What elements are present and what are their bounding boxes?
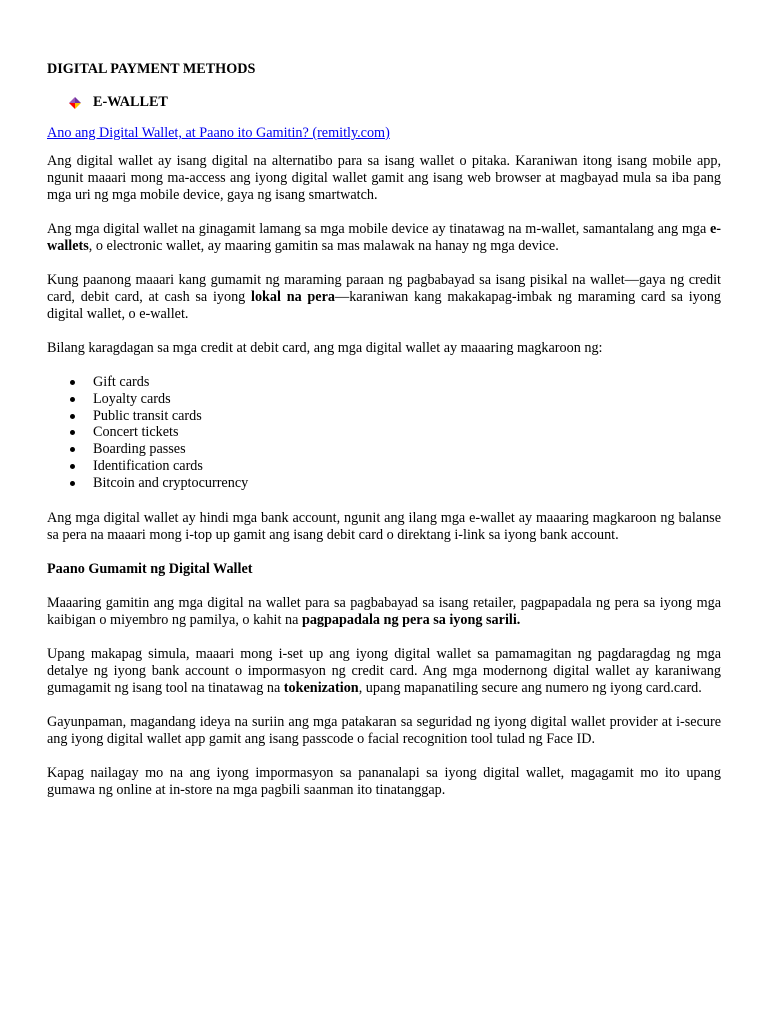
section-heading-ewallet <box>47 94 721 111</box>
dot-bullet-icon <box>70 414 75 419</box>
paragraph-3 <box>47 272 721 323</box>
paragraph-7-part-a: Upang makapag simula, maaari mong i-set up ang iyong digital wallet sa pamamagitan ng pagdaragdag ng mga detalye ng iyong bank account o impormasyon ng credit card. Ang mga modernong digital wallet ay karaniwang gumagamit ng isang tool na tinatawag na <box>47 645 721 696</box>
paragraph-3-part-a: Kung paanong maaari kang gumamit ng maraming paraan ng pagbabayad sa isang pisikal na wallet—gaya ng credit card, debit card, at cash sa iyong <box>47 272 721 305</box>
list-item <box>47 408 721 425</box>
paragraph-9: Kapag nailagay mo na ang iyong impormasyon sa pananalapi sa iyong digital wallet, magagamit mo ito upang gumawa ng online at in-store na mga pagbili saanman ito tinatanggap. <box>47 764 721 798</box>
remitly-link[interactable]: Ano ang Digital Wallet, at Paano ito Gamitin? (remitly.com) <box>47 125 390 141</box>
diamond-bullet-icon <box>69 97 81 109</box>
list-item <box>47 374 721 391</box>
list-item <box>47 424 721 441</box>
paragraph-3-part-c: —karaniwan kang makakapag-imbak ng maraming card sa iyong digital wallet, o e-wallet. <box>47 289 722 322</box>
dot-bullet-icon <box>70 430 75 435</box>
paragraph-2-part-a: Ang mga digital wallet na ginagamit lamang sa mga mobile device ay tinatawag na m-wallet, samantalang ang mga <box>47 221 710 237</box>
paragraph-6 <box>47 595 721 629</box>
paragraph-6-bold: pagpapadala ng pera sa iyong sarili. <box>301 611 521 628</box>
dot-bullet-icon <box>70 380 75 385</box>
subheading-how-to-use: Paano Gumamit ng Digital Wallet <box>47 560 253 577</box>
document-title: DIGITAL PAYMENT METHODS <box>47 61 256 77</box>
dot-bullet-icon <box>70 464 75 469</box>
list-item <box>47 391 721 408</box>
paragraph-6-part-a: Maaaring gamitin ang mga digital na wallet para sa pagbabayad sa isang retailer, pagpapadala ng pera sa iyong mga kaibigan o miyembro ng pamilya, o kahit na <box>47 594 721 628</box>
section-heading-text: E-WALLET <box>93 94 168 110</box>
paragraph-7-part-c: , upang mapanatiling secure ang numero ng iyong card.card. <box>358 679 702 696</box>
list-item-text: Identification cards <box>93 457 203 474</box>
paragraph-3-bold: lokal na pera <box>251 289 335 305</box>
dot-bullet-icon <box>70 397 75 402</box>
list-item-text: Concert tickets <box>93 424 179 441</box>
paragraph-2 <box>47 221 721 255</box>
dot-bullet-icon <box>70 481 75 486</box>
paragraph-4: Bilang karagdagan sa mga credit at debit card, ang mga digital wallet ay maaaring magkaroon ng: <box>47 340 603 356</box>
paragraph-2-part-c: , o electronic wallet, ay maaring gamitin sa mas malawak na hanay ng mga device. <box>88 238 559 254</box>
list-item-text: Bitcoin and cryptocurrency <box>93 474 249 491</box>
list-item <box>47 458 721 475</box>
list-item <box>47 441 721 458</box>
list-item-text: Boarding passes <box>93 441 186 458</box>
list-item <box>47 475 721 492</box>
document-page <box>47 61 721 816</box>
list-item-text: Public transit cards <box>93 407 202 424</box>
paragraph-7 <box>47 646 721 697</box>
paragraph-7-bold: tokenization <box>283 679 359 696</box>
paragraph-5: Ang mga digital wallet ay hindi mga bank account, ngunit ang ilang mga e-wallet ay maaaring magkaroon ng balanse sa pera na maaari mong i-top up gamit ang isang debit card o direktang i-link sa iyong bank account. <box>47 509 721 543</box>
list-item-text: Gift cards <box>93 374 150 390</box>
paragraph-2-bold: e-wallets <box>47 221 721 254</box>
dot-bullet-icon <box>70 447 75 452</box>
paragraph-8: Gayunpaman, magandang ideya na suriin ang mga patakaran sa seguridad ng iyong digital wallet provider at i-secure ang iyong digital wallet app gamit ang isang passcode o facial recognition tool tulad ng Face ID. <box>47 713 721 747</box>
paragraph-1: Ang digital wallet ay isang digital na alternatibo para sa isang wallet o pitaka. Karaniwan itong isang mobile app, ngunit maaari mong ma-access ang iyong digital wallet gamit ang isang web browser at magbayad mula sa iba pang mga uri ng mga mobile device, gaya ng isang smartwatch. <box>47 153 721 203</box>
card-types-list <box>47 374 721 492</box>
list-item-text: Loyalty cards <box>93 390 171 407</box>
